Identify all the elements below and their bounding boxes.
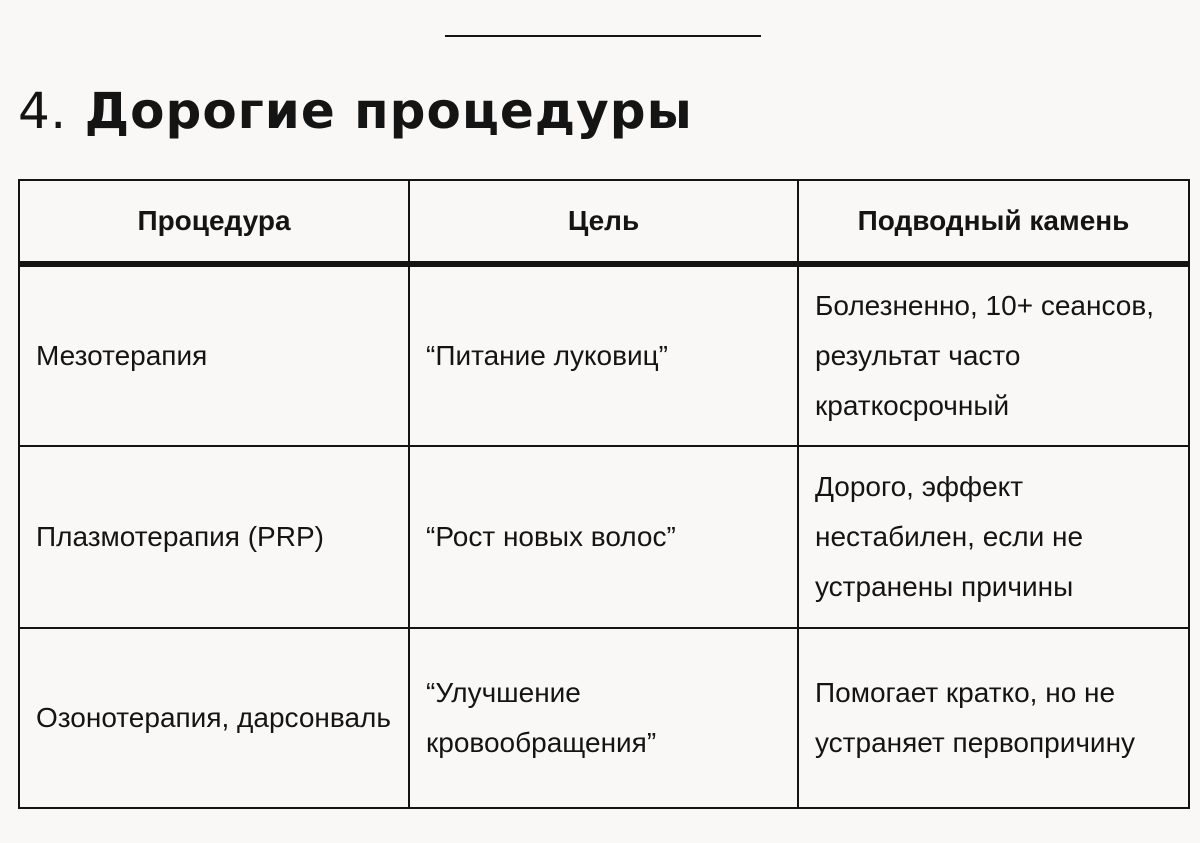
header-goal: Цель [409,180,798,264]
cell-procedure: Озонотерапия, дарсонваль [19,628,409,808]
cell-goal: “Рост новых волос” [409,446,798,628]
section-heading [18,80,693,142]
cell-procedure: Мезотерапия [19,264,409,446]
table-header-row [19,180,1189,264]
cell-pitfall: Дорого, эффект нестабилен, если не устранены причины [798,446,1189,628]
cell-procedure: Плазмотерапия (PRP) [19,446,409,628]
table-row [19,628,1189,808]
top-divider [445,35,761,37]
cell-pitfall: Болезненно, 10+ сеансов, результат часто краткосрочный [798,264,1189,446]
cell-goal: “Улучшение кровообращения” [409,628,798,808]
section-title: Дорогие процедуры [84,82,693,140]
cell-pitfall: Помогает кратко, но не устраняет первопричину [798,628,1189,808]
header-procedure: Процедура [19,180,409,264]
table-row [19,264,1189,446]
section-number: 4. [18,82,67,140]
cell-goal: “Питание луковиц” [409,264,798,446]
header-pitfall: Подводный камень [798,180,1189,264]
procedures-table [18,179,1190,809]
table-row [19,446,1189,628]
